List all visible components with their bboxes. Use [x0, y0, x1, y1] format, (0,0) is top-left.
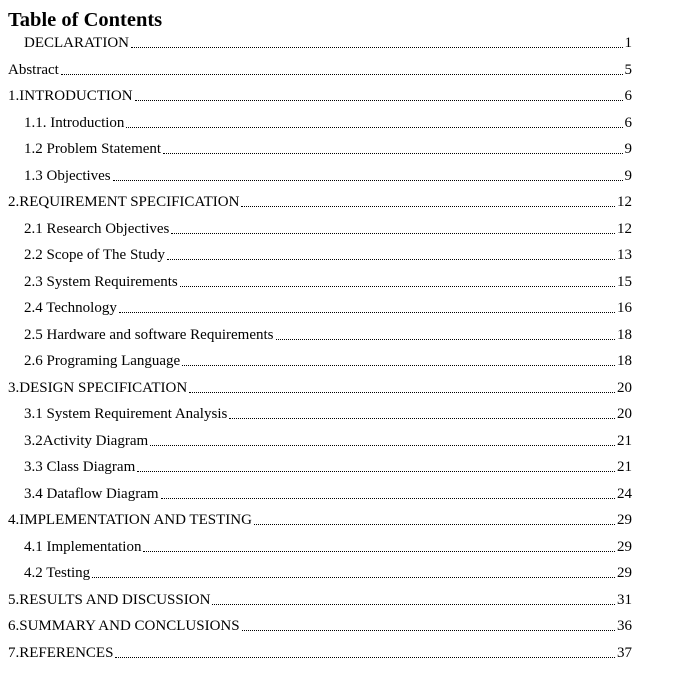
toc-dot-leader: [135, 100, 623, 101]
toc-dot-leader: [150, 445, 615, 446]
toc-entry[interactable]: [24, 272, 632, 292]
toc-entry-label: DECLARATION: [24, 35, 129, 51]
toc-entry[interactable]: [8, 378, 632, 398]
toc-dot-leader: [241, 206, 615, 207]
toc-entry[interactable]: [24, 245, 632, 265]
toc-entry-page-number: 1: [624, 35, 632, 51]
toc-dot-leader: [126, 127, 622, 128]
toc-entry-label: 3.3 Class Diagram: [24, 459, 136, 475]
toc-entry-label: 3.4 Dataflow Diagram: [24, 485, 159, 502]
toc-dot-leader: [171, 233, 615, 234]
toc-entry[interactable]: [8, 643, 632, 663]
toc-entry[interactable]: [24, 537, 632, 557]
toc-entry-page-number: 18: [617, 353, 632, 369]
toc-entry-page-number: 6: [624, 88, 632, 104]
toc-dot-leader: [92, 577, 615, 578]
toc-entry-page-number: 29: [617, 512, 632, 528]
toc-entry[interactable]: [24, 351, 632, 371]
toc-entry-label: 3.1 System Requirement Analysis: [24, 406, 228, 422]
toc-entry[interactable]: [8, 192, 632, 212]
toc-entry-page-number: 12: [617, 194, 632, 210]
toc-entry[interactable]: [8, 510, 632, 530]
toc-entry-label: 2.5 Hardware and software Requirements: [24, 326, 274, 343]
toc-entry-label: 3.DESIGN SPECIFICATION: [8, 379, 188, 396]
toc-entry[interactable]: [24, 298, 632, 318]
toc-entry-page-number: 20: [617, 379, 632, 396]
toc-entry-page-number: 6: [624, 114, 632, 131]
toc-entry-label: 4.IMPLEMENTATION AND TESTING: [8, 512, 252, 528]
toc-dot-leader: [143, 551, 615, 552]
toc-entry[interactable]: [24, 484, 632, 504]
toc-entry[interactable]: [24, 325, 632, 345]
toc-entry[interactable]: [8, 60, 632, 80]
toc-dot-leader: [180, 286, 615, 287]
toc-dot-leader: [161, 498, 615, 499]
toc-dot-leader: [189, 392, 615, 393]
toc-entry-label: 1.INTRODUCTION: [8, 88, 133, 104]
toc-entry-label: 5.RESULTS AND DISCUSSION: [8, 591, 211, 608]
toc-dot-leader: [242, 630, 615, 631]
toc-entry-label: 4.2 Testing: [24, 565, 91, 581]
toc-entry[interactable]: [24, 457, 632, 477]
toc-entry-label: 1.1. Introduction: [24, 114, 125, 131]
toc-entry-page-number: 5: [624, 61, 632, 78]
toc-entry-page-number: 37: [617, 644, 632, 661]
toc-entry-label: 2.6 Programing Language: [24, 353, 181, 369]
toc-entry-page-number: 12: [617, 220, 632, 237]
toc-entry-label: 1.3 Objectives: [24, 167, 111, 184]
toc-entry-label: 2.REQUIREMENT SPECIFICATION: [8, 194, 240, 210]
toc-entry[interactable]: [24, 166, 632, 186]
toc-entry[interactable]: [24, 431, 632, 451]
toc-entry[interactable]: [8, 86, 632, 106]
toc-entry-page-number: 29: [617, 565, 632, 581]
toc-entry-label: 1.2 Problem Statement: [24, 141, 162, 157]
toc-entry[interactable]: [24, 113, 632, 133]
toc-dot-leader: [212, 604, 615, 605]
toc-dot-leader: [182, 365, 615, 366]
toc-entry[interactable]: [24, 404, 632, 424]
toc-title: Table of Contents: [8, 9, 163, 31]
toc-dot-leader: [131, 47, 623, 48]
toc-entry-page-number: 9: [624, 167, 632, 184]
toc-entry-page-number: 31: [617, 591, 632, 608]
toc-entry-label: 2.4 Technology: [24, 300, 117, 316]
toc-entry-label: Abstract: [8, 61, 59, 78]
toc-entry-label: 2.2 Scope of The Study: [24, 247, 165, 263]
toc-entry-label: 2.3 System Requirements: [24, 273, 178, 290]
toc-dot-leader: [137, 471, 615, 472]
toc-dot-leader: [119, 312, 615, 313]
toc-dot-leader: [61, 74, 623, 75]
toc-dot-leader: [254, 524, 615, 525]
toc-entry[interactable]: [8, 590, 632, 610]
toc-entry-page-number: 36: [617, 618, 632, 634]
toc-dot-leader: [276, 339, 616, 340]
toc-entry-page-number: 18: [617, 326, 632, 343]
toc-entry-page-number: 21: [617, 459, 632, 475]
toc-entry-label: 2.1 Research Objectives: [24, 220, 170, 237]
toc-dot-leader: [167, 259, 615, 260]
toc-entry[interactable]: [24, 563, 632, 583]
toc-entry[interactable]: [8, 616, 632, 636]
toc-entry-label: 3.2Activity Diagram: [24, 432, 149, 449]
toc-dot-leader: [115, 657, 615, 658]
toc-entry-page-number: 24: [617, 485, 632, 502]
toc-dot-leader: [163, 153, 622, 154]
toc-entry[interactable]: [24, 33, 632, 53]
toc-entry-page-number: 9: [624, 141, 632, 157]
toc-entry-page-number: 29: [617, 538, 632, 555]
toc-entry-page-number: 15: [617, 273, 632, 290]
toc-entry-page-number: 21: [617, 432, 632, 449]
toc-entry-page-number: 13: [617, 247, 632, 263]
toc-entry-label: 4.1 Implementation: [24, 538, 142, 555]
toc-entry-page-number: 20: [617, 406, 632, 422]
toc-entry-label: 7.REFERENCES: [8, 644, 114, 661]
toc-entry-label: 6.SUMMARY AND CONCLUSIONS: [8, 618, 240, 634]
toc-entry-page-number: 16: [617, 300, 632, 316]
toc-dot-leader: [229, 418, 615, 419]
toc-dot-leader: [113, 180, 623, 181]
toc-entry[interactable]: [24, 219, 632, 239]
toc-entry[interactable]: [24, 139, 632, 159]
